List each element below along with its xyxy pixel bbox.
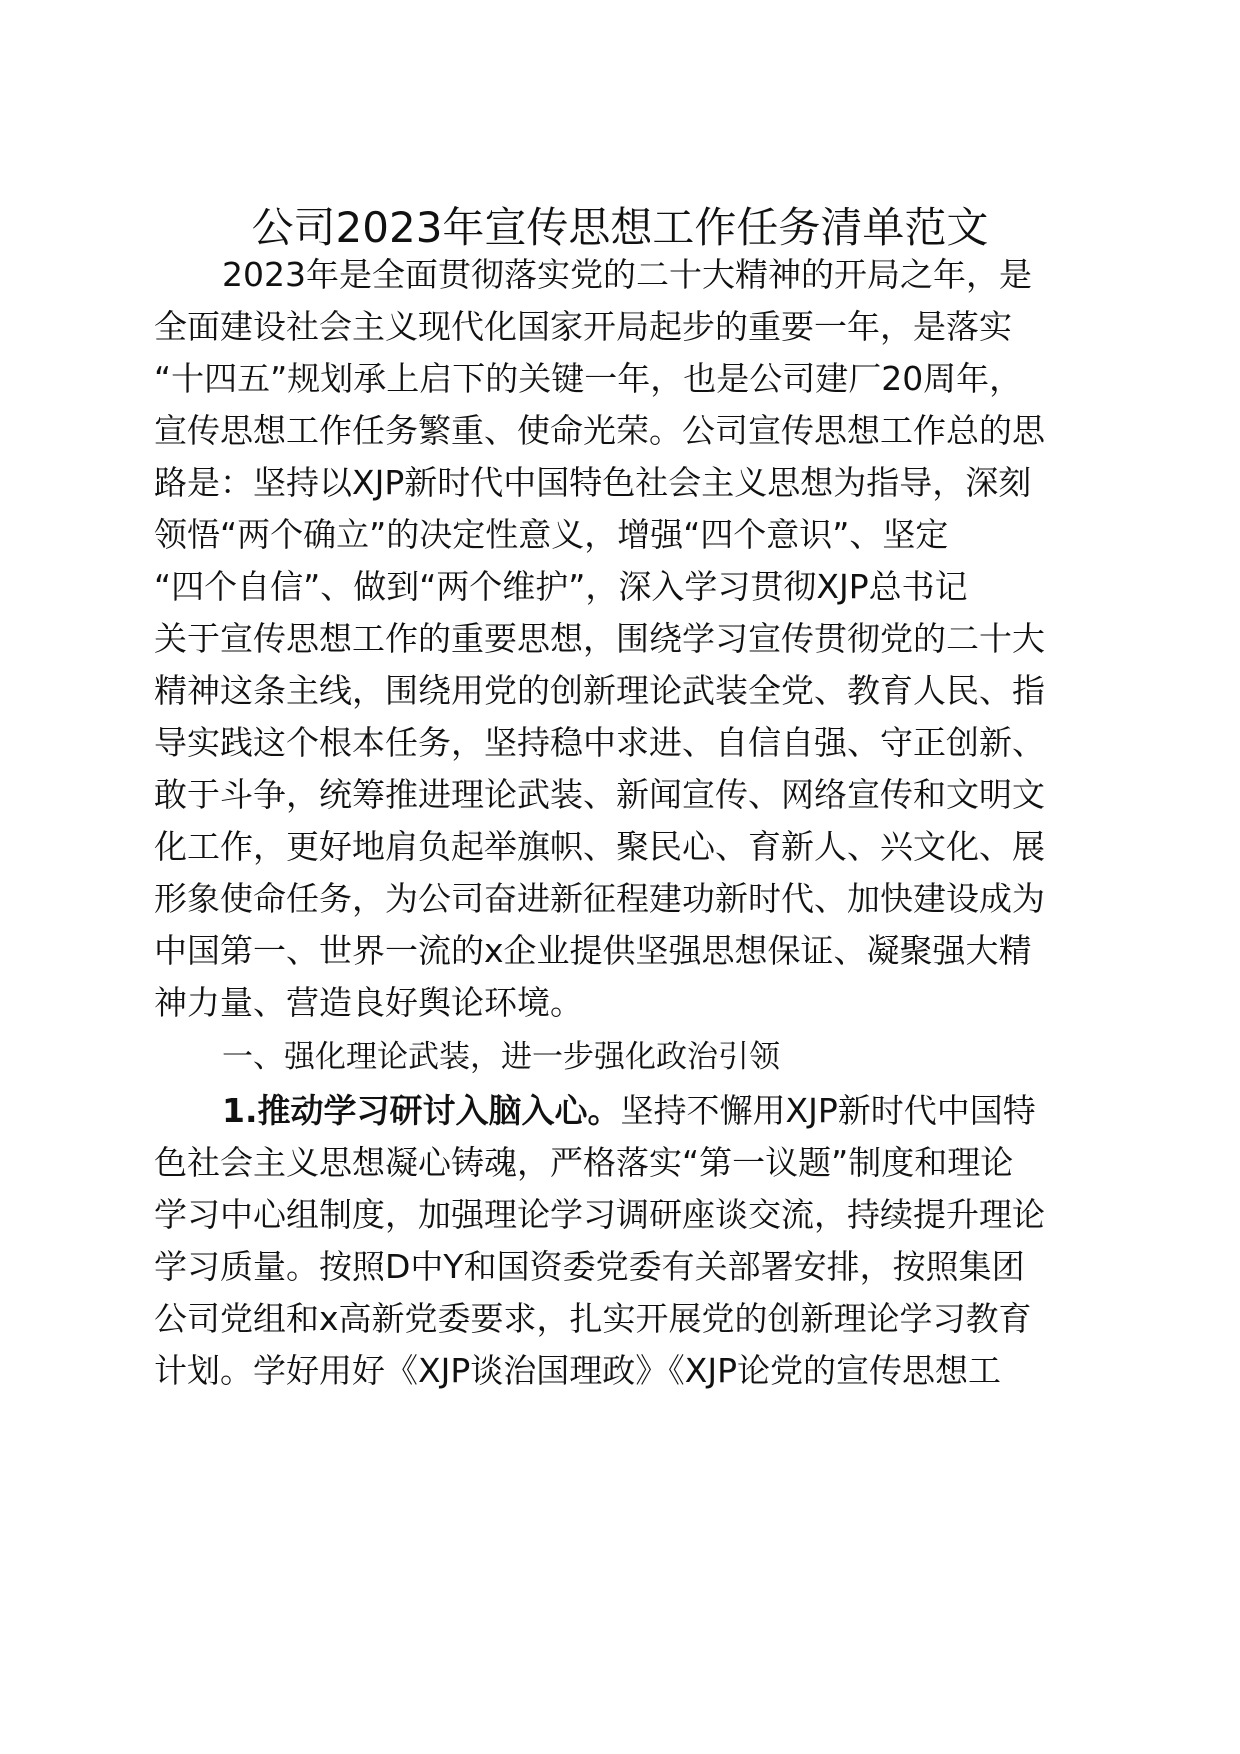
intro-line-13: 形象使命任务，为公司奋进新征程建功新时代、加快建设成为 <box>154 879 1045 918</box>
intro-line-3: “十四五”规划承上启下的关键一年，也是公司建厂20周年， <box>154 359 1023 398</box>
intro-line-10: 导实践这个根本任务，坚持稳中求进、自信自强、守正创新、 <box>154 723 1045 762</box>
item1-first-line <box>222 1086 1036 1136</box>
item1-line-3: 学习中心组制度，加强理论学习调研座谈交流，持续提升理论 <box>154 1195 1045 1234</box>
intro-line-1: 2023年是全面贯彻落实党的二十大精神的开局之年，是 <box>222 255 1032 294</box>
intro-line-9: 精神这条主线，围绕用党的创新理论武装全党、教育人民、指 <box>154 671 1045 710</box>
intro-line-14: 中国第一、世界一流的x企业提供坚强思想保证、凝聚强大精 <box>154 931 1032 970</box>
item1-line-5: 公司党组和x高新党委要求，扎实开展党的创新理论学习教育 <box>154 1299 1032 1338</box>
section-heading: 一、强化理论武装，进一步强化政治引领 <box>222 1039 780 1075</box>
item1-line-2: 色社会主义思想凝心铸魂，严格落实“第一议题”制度和理论 <box>154 1143 1014 1182</box>
item1-line-6: 计划。学好用好《XJP谈治国理政》《XJP论党的宣传思想工 <box>154 1351 1001 1390</box>
intro-line-12: 化工作，更好地肩负起举旗帜、聚民心、育新人、兴文化、展 <box>154 827 1045 866</box>
item1-first-text: 坚持不懈用XJP新时代中国特 <box>620 1091 1036 1130</box>
intro-line-2: 全面建设社会主义现代化国家开局起步的重要一年，是落实 <box>154 307 1012 346</box>
intro-line-7: “四个自信”、做到“两个维护”，深入学习贯彻XJP总书记 <box>154 567 968 606</box>
intro-line-5: 路是：坚持以XJP新时代中国特色社会主义思想为指导，深刻 <box>154 463 1032 502</box>
intro-line-4: 宣传思想工作任务繁重、使命光荣。公司宣传思想工作总的思 <box>154 411 1045 450</box>
item1-bold-title: 1.推动学习研讨入脑入心。 <box>222 1091 621 1130</box>
document-title: 公司2023年宣传思想工作任务清单范文 <box>251 203 989 252</box>
item1-line-4: 学习质量。按照D中Y和国资委党委有关部署安排，按照集团 <box>154 1247 1025 1286</box>
intro-line-11: 敢于斗争，统筹推进理论武装、新闻宣传、网络宣传和文明文 <box>154 775 1045 814</box>
intro-line-6: 领悟“两个确立”的决定性意义，增强“四个意识”、坚定 <box>154 515 949 554</box>
intro-line-8: 关于宣传思想工作的重要思想，围绕学习宣传贯彻党的二十大 <box>154 619 1045 658</box>
intro-line-15: 神力量、营造良好舆论环境。 <box>154 983 583 1022</box>
